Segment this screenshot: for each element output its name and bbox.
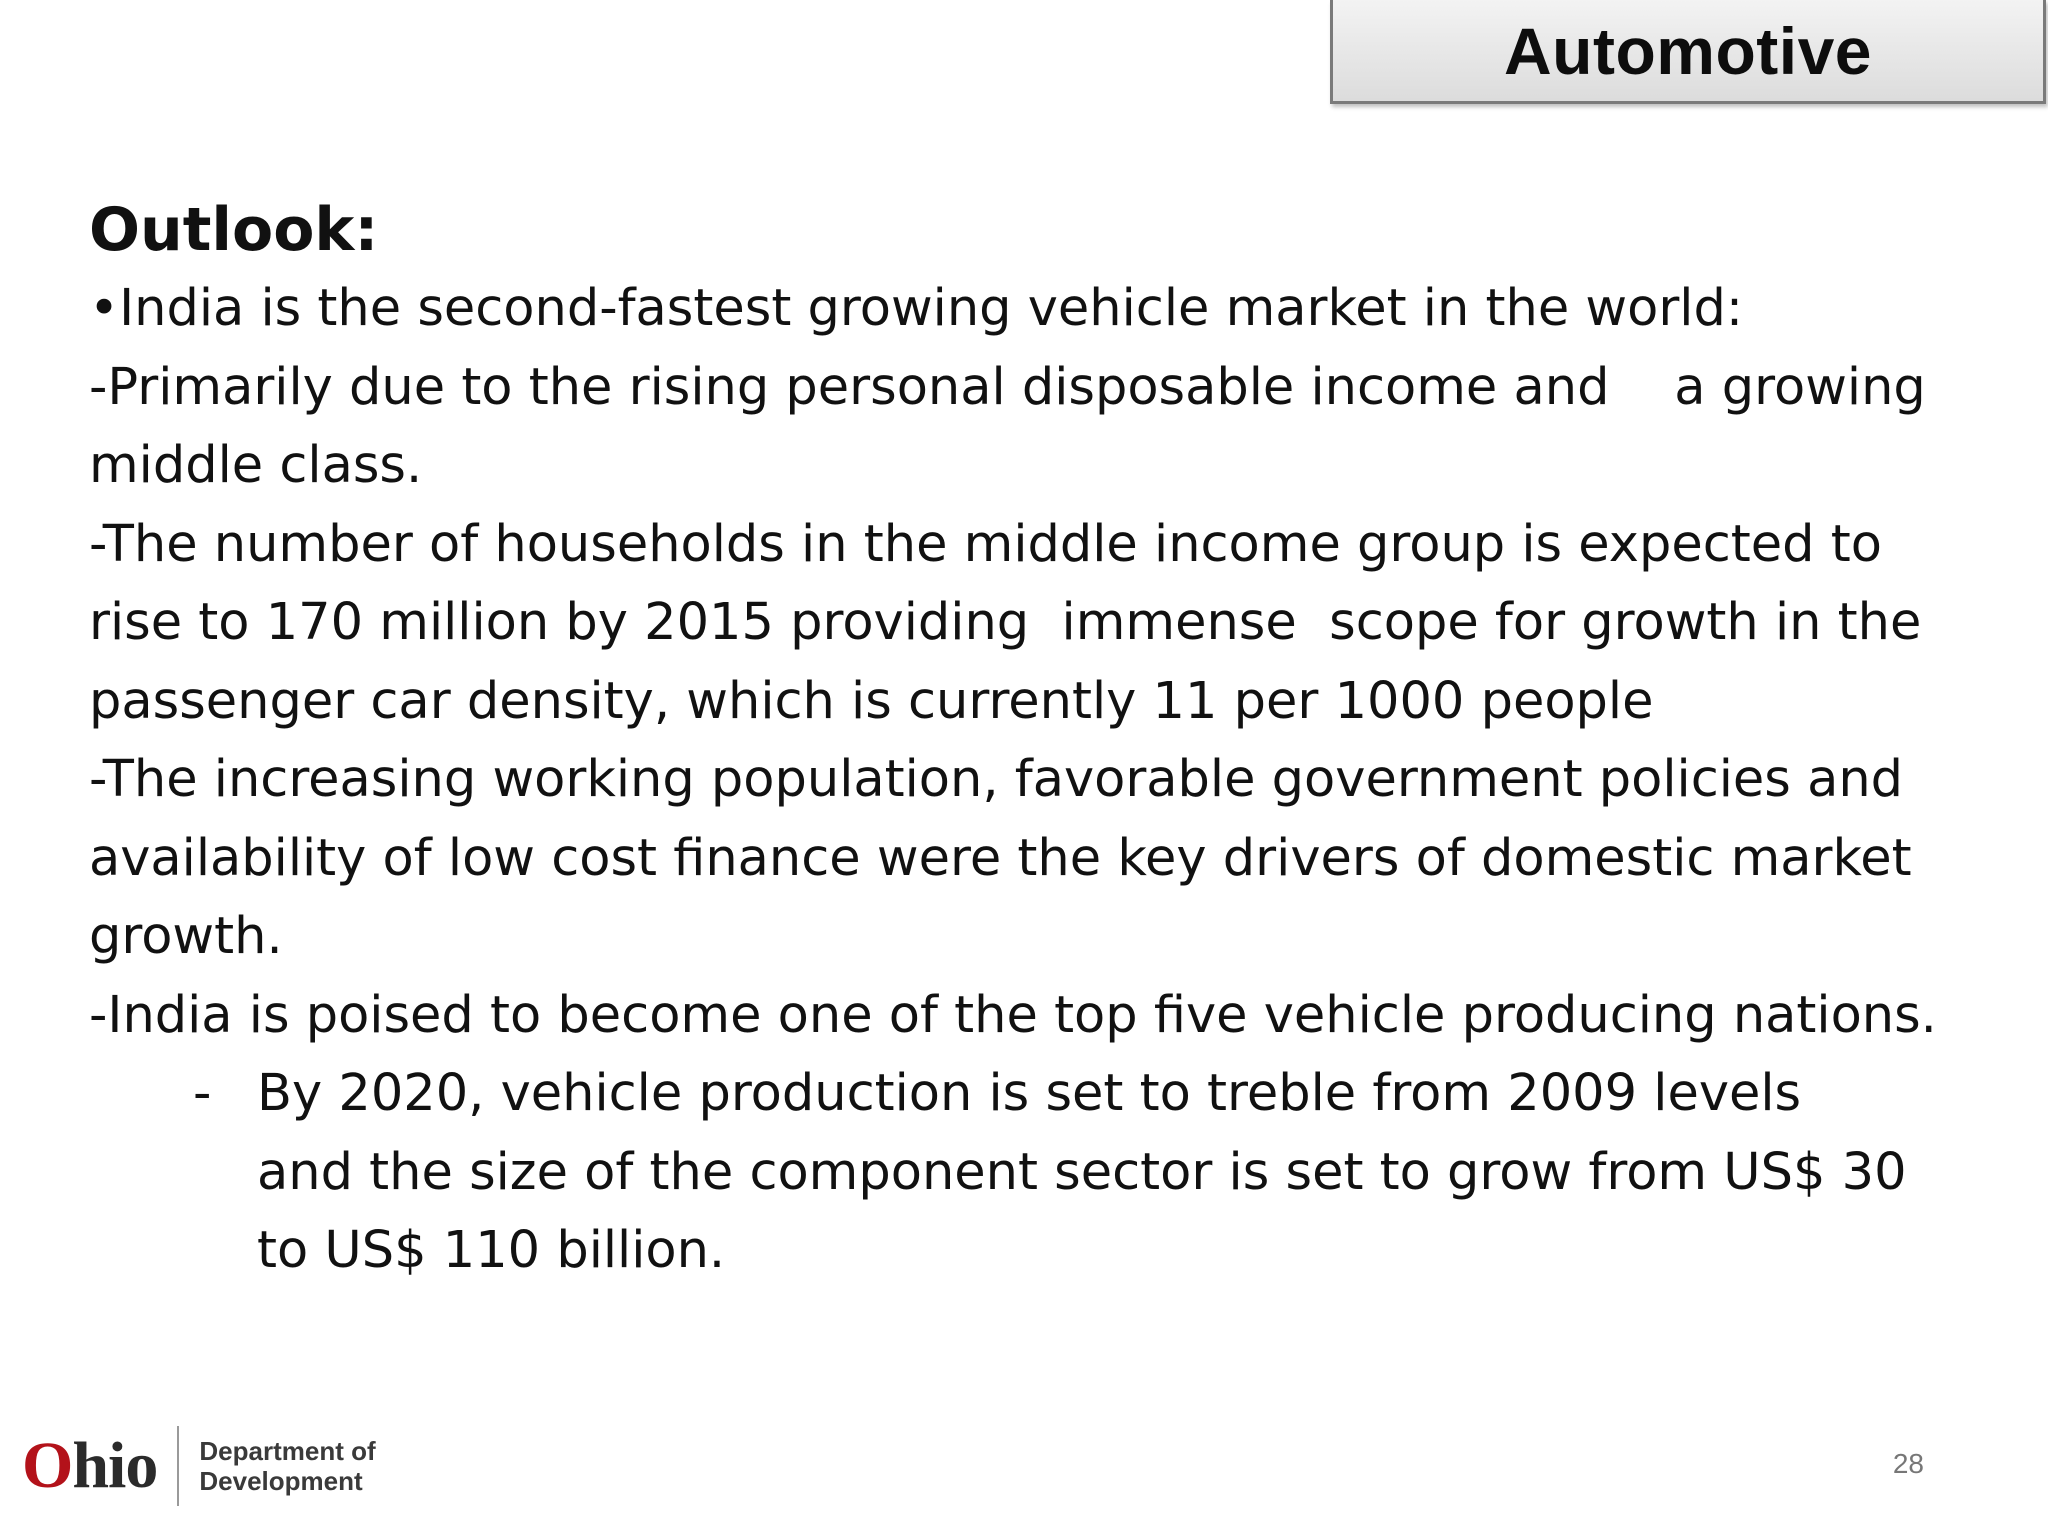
bullet-paragraph: -Primarily due to the rising personal disposable income and a growing middle class. <box>89 357 1942 495</box>
ohio-wordmark-o: O <box>22 1429 73 1502</box>
slide-heading: Outlook: <box>89 195 379 265</box>
department-name <box>199 1436 375 1496</box>
sub-bullet-text: By 2020, vehicle production is set to treble from 2009 levels and the size of the component sector is set to grow from US$ 30 to US$ 110 billion. <box>257 1064 1907 1280</box>
bullet-paragraph: -India is poised to become one of the top five vehicle producing nations. <box>89 985 1937 1045</box>
sub-bullet-marker: - <box>193 1064 212 1123</box>
department-line-1: Department of <box>199 1436 376 1466</box>
ohio-development-logo <box>22 1420 376 1512</box>
bullet-paragraph: •India is the second-fastest growing vehicle market in the world: <box>89 279 1744 338</box>
section-tab <box>1330 0 2046 104</box>
bullet-paragraph: -The number of households in the middle income group is expected to rise to 170 million by 2015 providing immense scope for growth in the passenger car density, which is currently 11 per 1000 people <box>89 514 1938 731</box>
sub-bullet <box>193 1055 1907 1291</box>
department-line-2: Development <box>199 1466 363 1496</box>
ohio-wordmark-rest: hio <box>72 1429 158 1502</box>
bullet-paragraph: -The increasing working population, favorable government policies and availability of low cost finance were the key drivers of domestic market growth. <box>89 750 1928 966</box>
slide-body <box>89 190 1989 1291</box>
page-number: 28 <box>1892 1448 1924 1479</box>
ohio-wordmark <box>22 1428 157 1504</box>
logo-divider <box>177 1426 179 1506</box>
section-tab-label: Automotive <box>1504 13 1872 88</box>
